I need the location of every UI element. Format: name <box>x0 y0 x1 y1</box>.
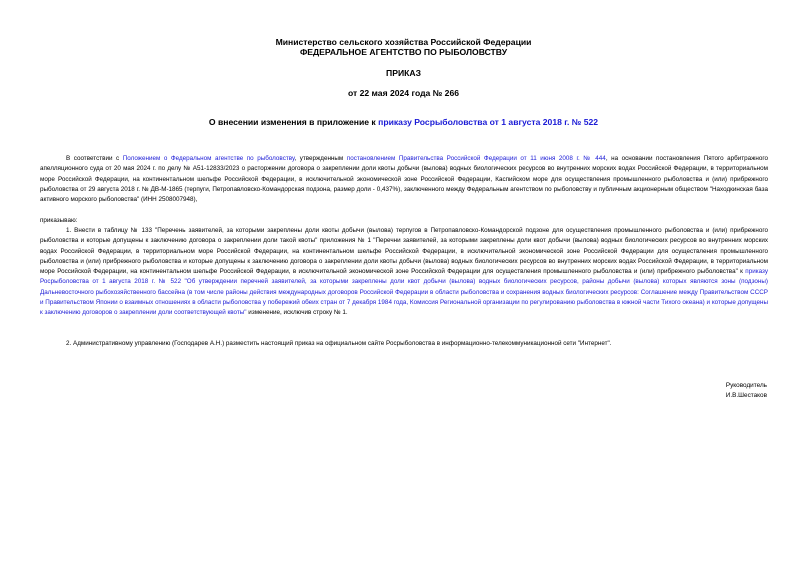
item-1-text-2: изменение, исключив строку № 1. <box>246 309 348 317</box>
preamble-text-1: В соответствии с <box>66 155 123 162</box>
title-prefix: О внесении изменения в приложение к <box>208 117 379 127</box>
ministry-name: Министерство сельского хозяйства Российской Федерации <box>275 37 532 47</box>
doc-title <box>0 117 807 127</box>
signature-position: Руководитель <box>725 382 767 389</box>
item-1-link-order[interactable]: приказу Росрыболовства от 1 августа 2018 г. № 522 "Об утверждении перечней заявителей, за которыми закреплены доли квот добычи (вылова) водных биологических ресурсов, районы добычи (вылова) которых являются зоны (подзоны) Дальневосточного рыбохозяйственного бассейна (в том числе районы действия международных договоров Российской Федерации в области рыболовства и сохранения водных биологических ресурсов: Соглашение между Правительством СССР и Правительством Японии о взаимных отношениях в области рыболовства у побережий обеих стран от 7 декабря 1984 года, Комиссия Региональной организации по регулированию рыболовства в южной части Тихого океана) и которые допущены к заключению договоров о закреплении доли соответствующей квоты" <box>40 268 768 317</box>
preamble-text-2: , утвержденным <box>294 155 347 162</box>
preamble-paragraph <box>40 154 768 205</box>
doc-type: ПРИКАЗ <box>386 68 421 78</box>
signature-name: И.В.Шестаков <box>725 392 767 399</box>
preamble-link-decree[interactable]: постановлением Правительства Российской Федерации от 11 июня 2008 г. № 444 <box>346 155 606 162</box>
doc-date-number: от 22 мая 2024 года № 266 <box>347 88 460 98</box>
title-link[interactable]: приказу Росрыболовства от 1 августа 2018 г. № 522 <box>378 117 599 127</box>
preamble-link-regulation[interactable]: Положением о Федеральном агентстве по рыболовству <box>122 155 295 162</box>
agency-name: ФЕДЕРАЛЬНОЕ АГЕНТСТВО ПО РЫБОЛОВСТВУ <box>299 47 508 57</box>
item-1-paragraph <box>40 226 768 319</box>
item-2-paragraph <box>40 339 768 349</box>
item-2-text: 2. Административному управлению (Господарев А.Н.) разместить настоящий приказ на официальном сайте Росрыболовства в информационно-телекоммуникационной сети "Интернет". <box>66 340 612 347</box>
order-word: приказываю: <box>40 217 78 224</box>
preamble-text-3: , на основании постановления Пятого арбитражного апелляционного суда от 20 мая 2024 г. по делу № А51-12833/2023 о расторжении договора о закреплении доли квоты добычи (вылова) водных биологических ресурсов во внутренних морских водах Российской Федерации, в территориальном море Российской Федерации, на континентальном шельфе Российской Федерации, в исключительной экономической зоне Российской Федерации, Каспийском море для осуществления промышленного рыболовства и (или) прибрежного рыболовства от 29 августа 2018 г. № ДВ-М-1865 (терпуги, Петропавловско-Командорская подзона, размер доли - 0,437%), заключенного между Федеральным агентством по рыболовству и публичным акционерным обществом "Находкинская база активного морского рыболовства" (ИНН 2508007948), <box>40 155 768 204</box>
item-1-text-1: 1. Внести в таблицу № 133 "Перечень заявителей, за которыми закреплены доли квоты добычи (вылова) терпугов в Петропавловско-Командорской подзоне для осуществления промышленного рыболовства и (или) прибрежного рыболовства и которые допущены к заключению договора о закреплении доли такой квоты" приложения № 1 "Перечни заявителей, за которыми закреплены доли квот добычи (вылова) водных биологических ресурсов во внутренних морских водах Российской Федерации, в территориальном море Российской Федерации, на континентальном шельфе Российской Федерации, в исключительной экономической зоне Российской Федерации для осуществления промышленного рыболовства и (или) прибрежного рыболовства и которые допущены к заключению договора о закреплении доли квоты добычи (вылова) водных биологических ресурсов во внутренних морских водах Российской Федерации, в территориальном море Российской Федерации, на континентальном шельфе Российской Федерации, в исключительной экономической зоне Российской Федерации для осуществления промышленного рыболовства и (или) прибрежного рыболовства" к <box>40 227 768 276</box>
